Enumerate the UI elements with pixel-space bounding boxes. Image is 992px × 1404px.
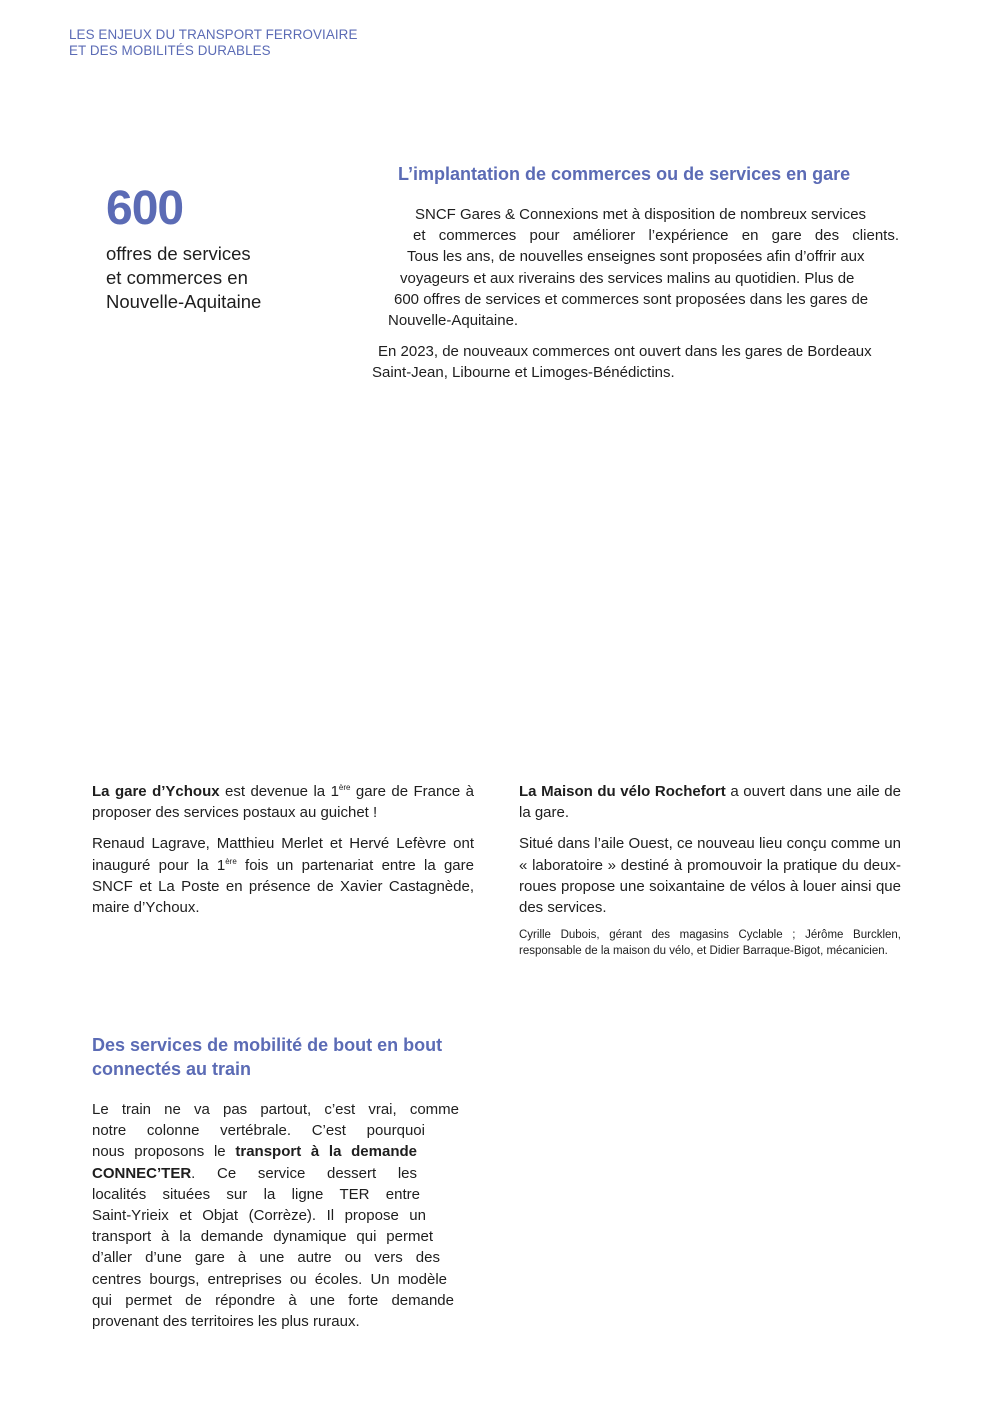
text-line: SNCF Gares & Connexions met à disposition de nombreux services [415, 206, 867, 223]
mobilite-title-line: connectés au train [92, 1058, 252, 1079]
text-line: 600 offres de services et commerces sont proposées dans les gares de [394, 290, 869, 308]
ychoux-text: Renaud Lagrave, Matthieu Merlet et Hervé Lefèvre ont inauguré pour la 1 [92, 835, 474, 874]
header-line-2: ET DES MOBILITÉS DURABLES [69, 43, 271, 58]
velo-text: a ouvert dans une aile de la gare. [519, 783, 901, 822]
ychoux-block [92, 781, 474, 928]
stat-label-line: et commerces en [106, 267, 248, 288]
stat-block [106, 180, 356, 314]
velo-paragraph-1 [519, 781, 901, 823]
text-line [92, 1141, 417, 1162]
implantation-title: L’implantation de commerces ou de services en gare [398, 164, 851, 184]
mobilite-title [92, 1034, 492, 1081]
velo-bold: La Maison du vélo Rochefort [519, 783, 726, 800]
text-line: d’aller d’une gare à une autre ou vers des [92, 1249, 440, 1267]
text-line: qui permet de répondre à une forte demande [92, 1291, 454, 1309]
implantation-paragraph-1 [388, 204, 899, 331]
implantation-paragraph-2 [372, 341, 899, 383]
velo-block [519, 781, 901, 959]
text-line: notre colonne vertébrale. C’est pourquoi [92, 1122, 425, 1140]
text-line [92, 1163, 417, 1184]
text-line: transport à la demande dynamique qui permet [92, 1228, 433, 1246]
velo-paragraph-2: Situé dans l’aile Ouest, ce nouveau lieu conçu comme un « laboratoire » destiné à promouvoir la pratique du deux-roues propose une soixantaine de vélos à louer ainsi que des services. [519, 835, 901, 917]
text-line: Nouvelle-Aquitaine. [388, 312, 519, 330]
text-line: localités situées sur la ligne TER entre [92, 1185, 420, 1203]
stat-label [106, 242, 356, 314]
text-line: et commerces pour améliorer l’expérience en gare des clients. [413, 227, 899, 245]
ychoux-text: gare de France à proposer des services postaux au guichet ! [92, 783, 474, 822]
ychoux-sup: ère [338, 783, 351, 792]
bold-text: CONNEC’TER [92, 1164, 192, 1182]
text-segment: nous proposons le [92, 1143, 236, 1161]
stat-label-line: offres de services [106, 243, 251, 264]
text-line: Saint-Jean, Libourne et Limoges-Bénédictins. [372, 364, 675, 382]
text-line: Le train ne va pas partout, c’est vrai, comme [92, 1101, 459, 1118]
stat-number: 600 [106, 182, 184, 235]
text-line: Saint-Yrieix et Objat (Corrèze). Il propose un [92, 1207, 426, 1225]
text-line: voyageurs et aux riverains des services malins au quotidien. Plus de [400, 269, 855, 287]
header-line-1: LES ENJEUX DU TRANSPORT FERROVIAIRE [69, 27, 358, 42]
velo-caption: Cyrille Dubois, gérant des magasins Cyclable ; Jérôme Burcklen, responsable de la maison du vélo, et Didier Barraque-Bigot, mécanicien. [519, 929, 901, 957]
mobilite-title-line: Des services de mobilité de bout en bout [92, 1035, 443, 1055]
text-segment: . Ce service dessert les [191, 1164, 417, 1182]
ychoux-bold: La gare d’Ychoux [92, 783, 220, 800]
text-line: En 2023, de nouveaux commerces ont ouvert dans les gares de Bordeaux [378, 343, 872, 360]
ychoux-paragraph-2 [92, 833, 474, 918]
bold-text: transport à la demande [235, 1143, 417, 1161]
mobilite-body [92, 1099, 459, 1332]
ychoux-text: fois un partenariat entre la gare SNCF et La Poste en présence de Xavier Castagnède, maire d’Ychoux. [92, 856, 474, 917]
text-line: centres bourgs, entreprises ou écoles. Un modèle [92, 1270, 447, 1288]
stat-label-line: Nouvelle-Aquitaine [106, 291, 262, 312]
ychoux-sup: ère [225, 856, 237, 866]
ychoux-paragraph-1 [92, 781, 474, 823]
page-header [69, 27, 469, 59]
text-line: Tous les ans, de nouvelles enseignes sont proposées afin d’offrir aux [407, 248, 865, 266]
ychoux-text: est devenue la 1 [219, 783, 339, 800]
text-line: provenant des territoires les plus ruraux. [92, 1313, 360, 1331]
